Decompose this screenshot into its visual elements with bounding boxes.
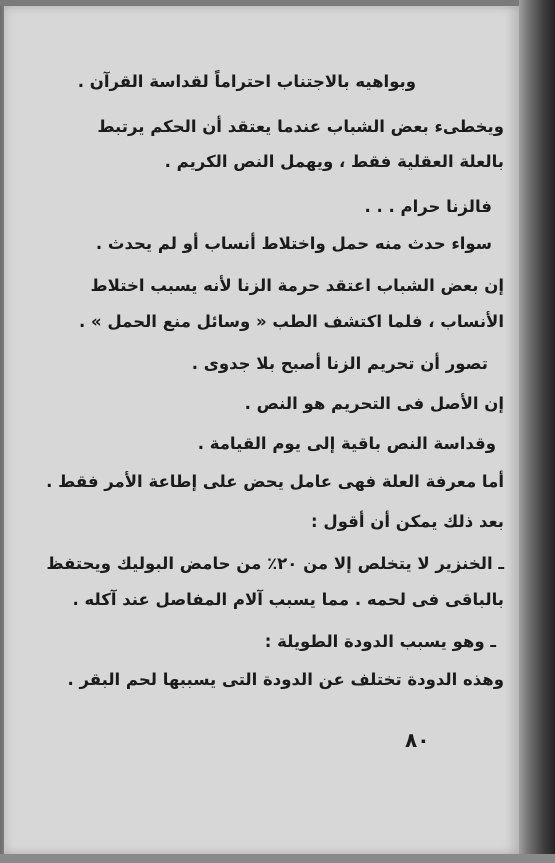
text-line: بالعلة العقلية فقط ، ويهمل النص الكريم .: [164, 152, 504, 171]
book-spine-shadow: [519, 0, 555, 863]
page-number: ٨٠: [405, 728, 430, 752]
text-line: بعد ذلك يمكن أن أقول :: [311, 512, 504, 531]
text-line: وبواهيه بالاجتناب احتراماً لقداسة القرآن .: [77, 72, 416, 91]
text-line: وهذه الدودة تختلف عن الدودة التى يسببها لحم البقر .: [67, 670, 504, 689]
text-line: ـ وهو يسبب الدودة الطويلة :: [264, 632, 496, 651]
text-line: الأنساب ، فلما اكتشف الطب « وسائل منع الحمل » .: [79, 312, 504, 331]
scan-bottom-edge: [0, 854, 555, 863]
text-line: أما معرفة العلة فهى عامل يحض على إطاعة الأمر فقط .: [46, 472, 504, 491]
text-line: إن الأصل فى التحريم هو النص .: [244, 394, 504, 413]
text-line: وقداسة النص باقية إلى يوم القيامة .: [197, 434, 496, 453]
text-line: فالزنا حرام . . .: [364, 197, 492, 216]
text-line: ويخطىء بعض الشباب عندما يعتقد أن الحكم يرتبط: [97, 117, 504, 136]
text-line: سواء حدث منه حمل واختلاط أنساب أو لم يحدث .: [95, 234, 492, 253]
text-line: ـ الخنزير لا يتخلص إلا من ٢٠٪ من حامض البوليك ويحتفظ: [46, 554, 504, 573]
text-line: إن بعض الشباب اعتقد حرمة الزنا لأنه يسبب اختلاط: [90, 276, 504, 295]
text-line: تصور أن تحريم الزنا أصبح بلا جدوى .: [191, 354, 488, 373]
text-line: بالباقى فى لحمه . مما يسبب آلام المفاصل عند آكله .: [72, 590, 504, 609]
